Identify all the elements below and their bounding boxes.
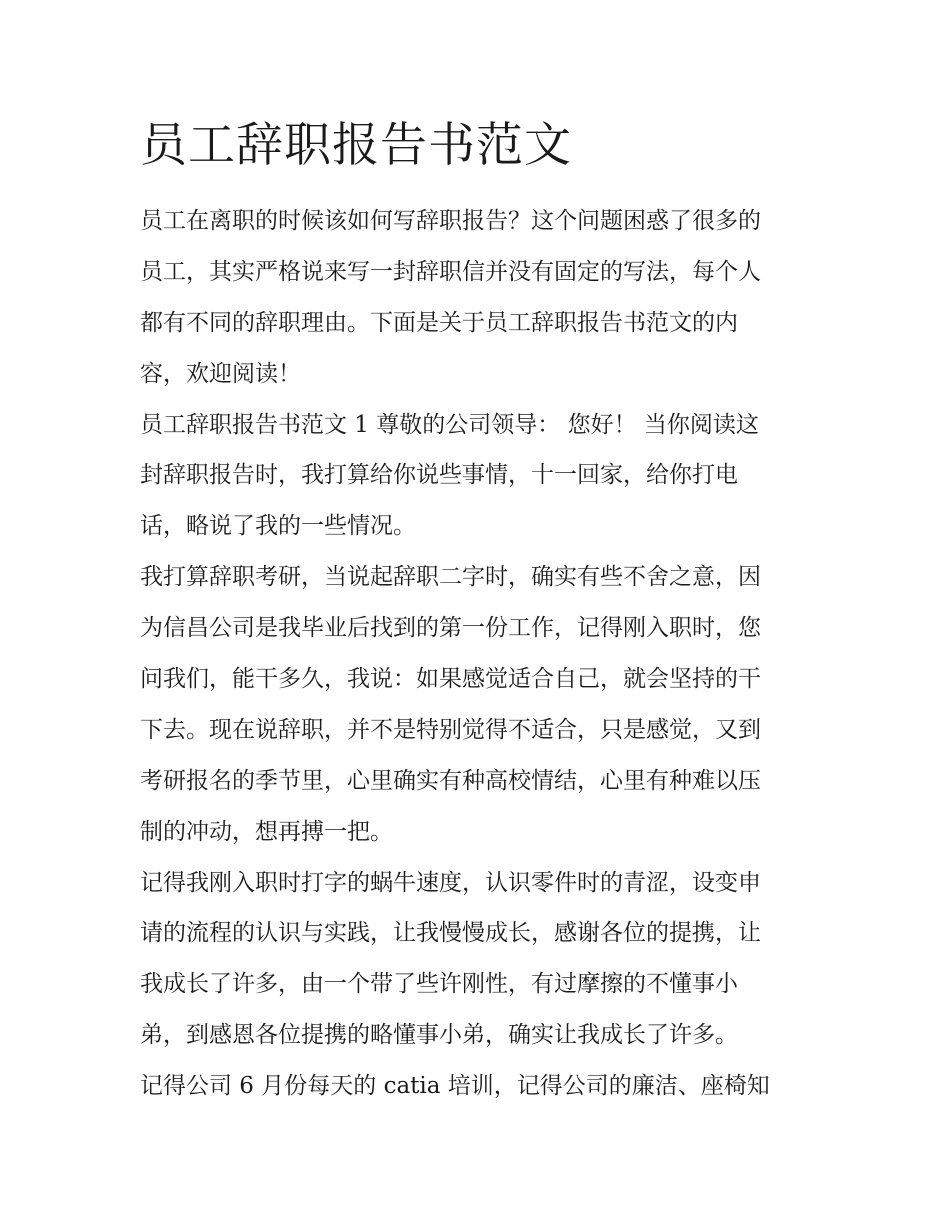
document-body bbox=[140, 196, 820, 1112]
text-line: 话，略说了我的一些情况。 bbox=[140, 513, 416, 540]
text-line: 记得公司 6 月份每天的 catia 培训，记得公司的廉洁、座椅知 bbox=[140, 1073, 770, 1100]
document-title: 员工辞职报告书范文 bbox=[140, 118, 572, 173]
text-line: 请的流程的认识与实践，让我慢慢成长，感谢各位的提携，让 bbox=[140, 920, 761, 947]
text-line: 都有不同的辞职理由。下面是关于员工辞职报告书范文的内 bbox=[140, 309, 738, 336]
text-line: 制的冲动，想再搏一把。 bbox=[140, 818, 393, 845]
text-line: 考研报名的季节里，心里确实有种高校情结，心里有种难以压 bbox=[140, 767, 761, 794]
text-line: 我成长了许多，由一个带了些许刚性，有过摩擦的不懂事小 bbox=[140, 971, 738, 998]
text-line: 封辞职报告时，我打算给你说些事情，十一回家，给你打电 bbox=[140, 462, 738, 489]
text-line: 员工在离职的时候该如何写辞职报告？这个问题困惑了很多的 bbox=[140, 208, 761, 234]
text-line: 下去。现在说辞职，并不是特别觉得不适合，只是感觉，又到 bbox=[140, 716, 761, 743]
text-line: 员工辞职报告书范文 1 尊敬的公司领导： 您好！ 当你阅读这 bbox=[140, 411, 759, 438]
text-line: 问我们，能干多久，我说：如果感觉适合自己，就会坚持的干 bbox=[140, 666, 761, 693]
text-line: 员工，其实严格说来写一封辞职信并没有固定的写法，每个人 bbox=[140, 258, 761, 285]
text-line: 容，欢迎阅读！ bbox=[140, 360, 301, 387]
text-line: 为信昌公司是我毕业后找到的第一份工作，记得刚入职时，您 bbox=[140, 615, 761, 642]
text-line: 记得我刚入职时打字的蜗牛速度，认识零件时的青涩，设变申 bbox=[140, 869, 761, 896]
text-line: 弟，到感恩各位提携的略懂事小弟，确实让我成长了许多。 bbox=[140, 1022, 738, 1049]
text-line: 我打算辞职考研，当说起辞职二字时，确实有些不舍之意，因 bbox=[140, 564, 761, 591]
